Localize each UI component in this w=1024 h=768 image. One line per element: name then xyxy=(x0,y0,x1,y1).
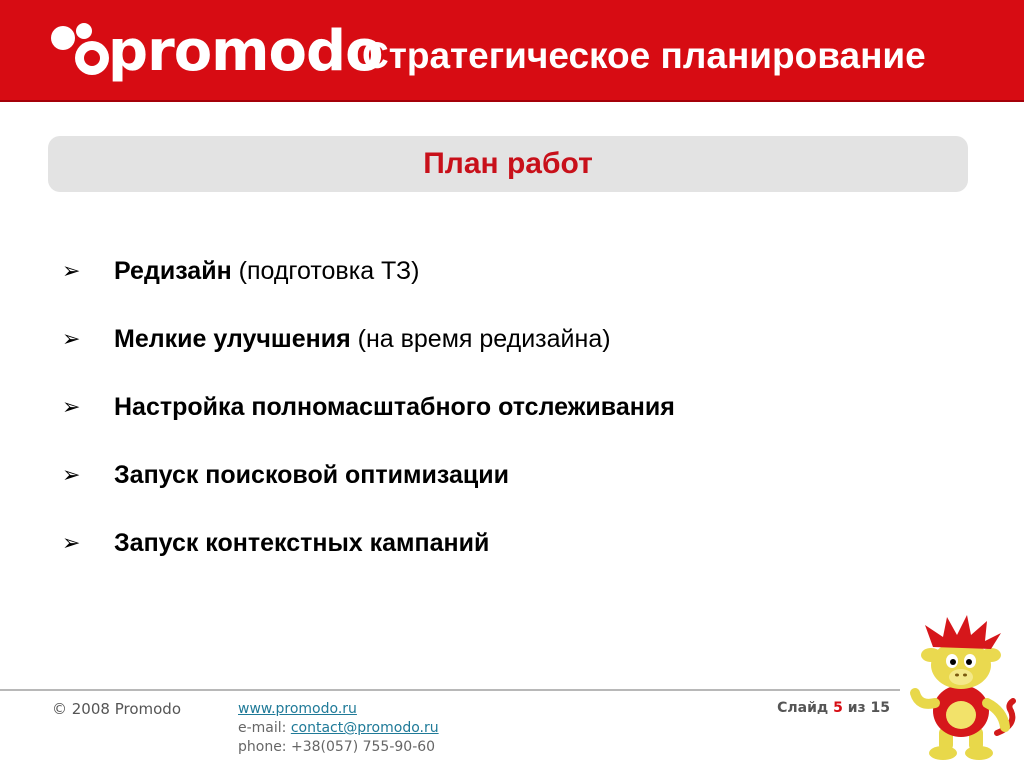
arrow-bullet-icon: ➢ xyxy=(62,530,81,555)
mascot-character-icon xyxy=(905,615,1020,765)
email-label: e-mail: xyxy=(238,720,291,736)
slide-current-number: 5 xyxy=(833,700,843,716)
bullet-text: (на время редизайна) xyxy=(350,325,611,353)
list-item xyxy=(62,320,675,388)
slide-header xyxy=(0,0,1024,102)
bullet-bold-text: Настройка полномасштабного отслеживания xyxy=(114,393,675,421)
bullet-text: (подготовка ТЗ) xyxy=(231,257,420,285)
arrow-bullet-icon: ➢ xyxy=(62,326,81,351)
slide-total-number: 15 xyxy=(870,700,890,716)
email-link[interactable]: contact@promodo.ru xyxy=(290,720,439,736)
phone-number: phone: +38(057) 755-90-60 xyxy=(238,739,436,755)
slide-label: Слайд xyxy=(777,700,829,716)
arrow-bullet-icon: ➢ xyxy=(62,258,81,283)
page-title: Стратегическое планирование xyxy=(362,35,926,76)
section-title: План работ xyxy=(423,147,593,180)
logo-wordmark: promodo xyxy=(108,19,383,84)
copyright: © 2008 Promodo xyxy=(52,700,181,718)
section-title-bar xyxy=(48,136,968,192)
website-link[interactable]: www.promodo.ru xyxy=(238,701,357,717)
list-item xyxy=(62,524,675,592)
list-item xyxy=(62,388,675,456)
list-item xyxy=(62,456,675,524)
bullet-bold-text: Запуск поисковой оптимизации xyxy=(114,461,509,489)
arrow-bullet-icon: ➢ xyxy=(62,394,81,419)
slide-counter xyxy=(760,700,890,716)
footer-contacts xyxy=(238,700,439,757)
promodo-logo-icon xyxy=(46,18,116,82)
bullet-list xyxy=(62,252,675,592)
bullet-bold-text: Мелкие улучшения xyxy=(114,325,351,353)
slide-of-label: из xyxy=(847,700,866,716)
list-item xyxy=(62,252,675,320)
bullet-bold-text: Запуск контекстных кампаний xyxy=(114,529,490,557)
bullet-bold-text: Редизайн xyxy=(114,257,232,285)
arrow-bullet-icon: ➢ xyxy=(62,462,81,487)
footer-divider xyxy=(0,689,900,691)
